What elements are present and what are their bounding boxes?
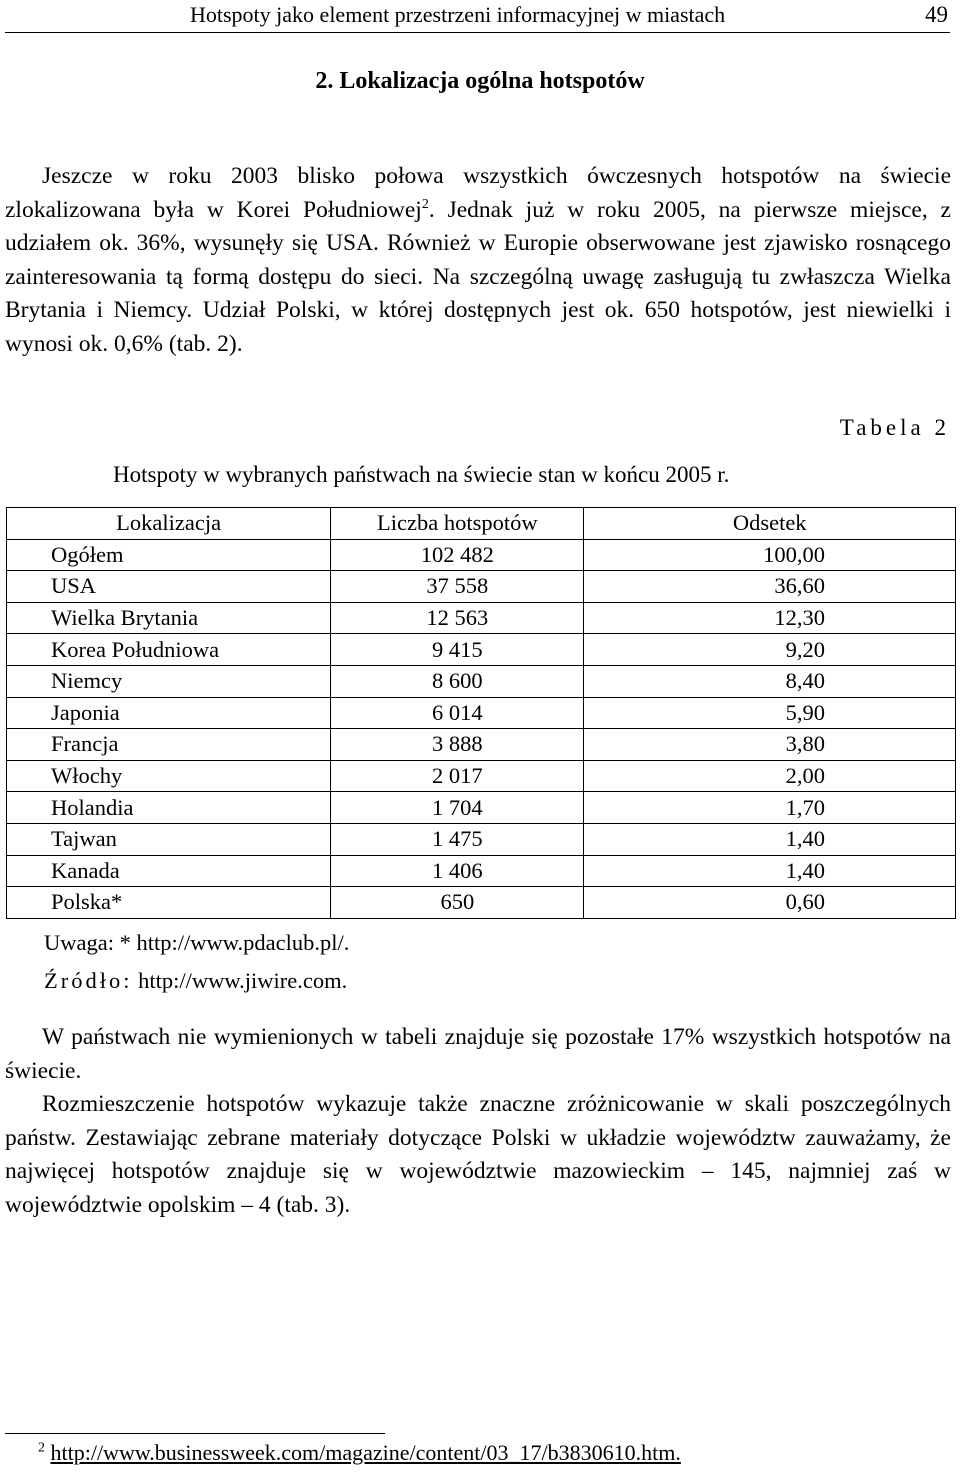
cell-percent: 2,00: [584, 760, 956, 792]
cell-percent: 9,20: [584, 634, 956, 666]
footnote-reference: 2: [421, 196, 429, 212]
column-header-percent: Odsetek: [584, 508, 956, 540]
paragraph-distribution: [5, 1088, 951, 1222]
paragraph-remaining: [5, 1021, 951, 1088]
cell-percent: 8,40: [584, 665, 956, 697]
table-row: [7, 665, 956, 697]
paragraph-remaining-text: W państwach nie wymienionych w tabeli znajduje się pozostałe 17% wszystkich hotspotów na świecie.: [5, 1024, 951, 1084]
table-caption: Hotspoty w wybranych państwach na świecie stan w końcu 2005 r.: [113, 462, 730, 487]
footnote-divider: [5, 1433, 385, 1434]
table-source-label: Źródło:: [44, 968, 133, 993]
cell-location: Korea Południowa: [7, 634, 331, 666]
cell-count: 102 482: [331, 539, 584, 571]
table-source: [44, 968, 347, 994]
cell-count: 1 704: [331, 792, 584, 824]
cell-location: Tajwan: [7, 823, 331, 855]
cell-percent: 1,40: [584, 823, 956, 855]
table-row: [7, 887, 956, 919]
table-header-row: [7, 508, 956, 540]
cell-count: 6 014: [331, 697, 584, 729]
table-note: Uwaga: * http://www.pdaclub.pl/.: [44, 930, 350, 955]
column-header-count: Liczba hotspotów: [331, 508, 584, 540]
cell-count: 12 563: [331, 602, 584, 634]
cell-location: Polska*: [7, 887, 331, 919]
table-row: [7, 792, 956, 824]
cell-location: Holandia: [7, 792, 331, 824]
section-heading: 2. Lokalizacja ogólna hotspotów: [315, 68, 645, 94]
cell-count: 8 600: [331, 665, 584, 697]
cell-percent: 1,70: [584, 792, 956, 824]
cell-count: 9 415: [331, 634, 584, 666]
cell-location: Wielka Brytania: [7, 602, 331, 634]
table-row: [7, 823, 956, 855]
cell-percent: 12,30: [584, 602, 956, 634]
cell-percent: 0,60: [584, 887, 956, 919]
cell-count: 650: [331, 887, 584, 919]
cell-location: Włochy: [7, 760, 331, 792]
table-row: [7, 697, 956, 729]
paragraph-intro-part2: . Jednak już w roku 2005, na pierwsze miejsce, z udziałem ok. 36%, wysunęły się USA. Również w Europie obserwowane jest zjawisko rosnącego zainteresowania tą formą dostępu do sieci. Na szczególną uwagę zasługują tu zwłaszcza Wielka Brytania i Niemcy. Udział Polski, w której dostępnych jest ok. 650 hotspotów, jest niewielki i wynosi ok. 0,6% (tab. 2).: [5, 196, 951, 357]
cell-count: 1 475: [331, 823, 584, 855]
cell-location: USA: [7, 571, 331, 603]
cell-location: Francja: [7, 729, 331, 761]
table-row: [7, 634, 956, 666]
table-row: [7, 571, 956, 603]
paragraph-intro: [5, 160, 951, 361]
footnote: [38, 1440, 681, 1466]
table-source-value: http://www.jiwire.com.: [132, 968, 348, 993]
footnote-link[interactable]: http://www.businessweek.com/magazine/content/03_17/b3830610.htm.: [50, 1440, 681, 1465]
hotspot-table: [6, 507, 956, 919]
cell-percent: 1,40: [584, 855, 956, 887]
cell-percent: 36,60: [584, 571, 956, 603]
cell-location: Kanada: [7, 855, 331, 887]
cell-location: Niemcy: [7, 665, 331, 697]
footnote-number: 2: [38, 1440, 45, 1456]
cell-count: 1 406: [331, 855, 584, 887]
table-body: [7, 539, 956, 918]
table-row: [7, 602, 956, 634]
table-row: [7, 760, 956, 792]
cell-count: 37 558: [331, 571, 584, 603]
running-header: [5, 0, 950, 33]
paragraph-distribution-text: Rozmieszczenie hotspotów wykazuje także znaczne zróżnicowanie w skali poszczególnych państw. Zestawiając zebrane materiały dotyczące Polski w układzie województw zauważamy, że najwięcej hotspotów znajduje się w województwie mazowieckim – 145, najmniej zaś w województwie opolskim – 4 (tab. 3).: [5, 1091, 951, 1218]
cell-count: 3 888: [331, 729, 584, 761]
page-number: 49: [925, 2, 948, 27]
cell-percent: 3,80: [584, 729, 956, 761]
running-header-title: Hotspoty jako element przestrzeni informacyjnej w miastach: [190, 2, 726, 27]
table-label: Tabela 2: [839, 415, 950, 440]
table-row: [7, 539, 956, 571]
table-row: [7, 855, 956, 887]
cell-location: Japonia: [7, 697, 331, 729]
paragraph-intro-part1: Jeszcze w roku 2003 blisko połowa wszystkich ówczesnych hotspotów na świecie zlokalizowana była w Korei Południowej: [5, 163, 951, 223]
cell-percent: 100,00: [584, 539, 956, 571]
cell-count: 2 017: [331, 760, 584, 792]
table-row: [7, 729, 956, 761]
cell-location: Ogółem: [7, 539, 331, 571]
column-header-location: Lokalizacja: [7, 508, 331, 540]
cell-percent: 5,90: [584, 697, 956, 729]
